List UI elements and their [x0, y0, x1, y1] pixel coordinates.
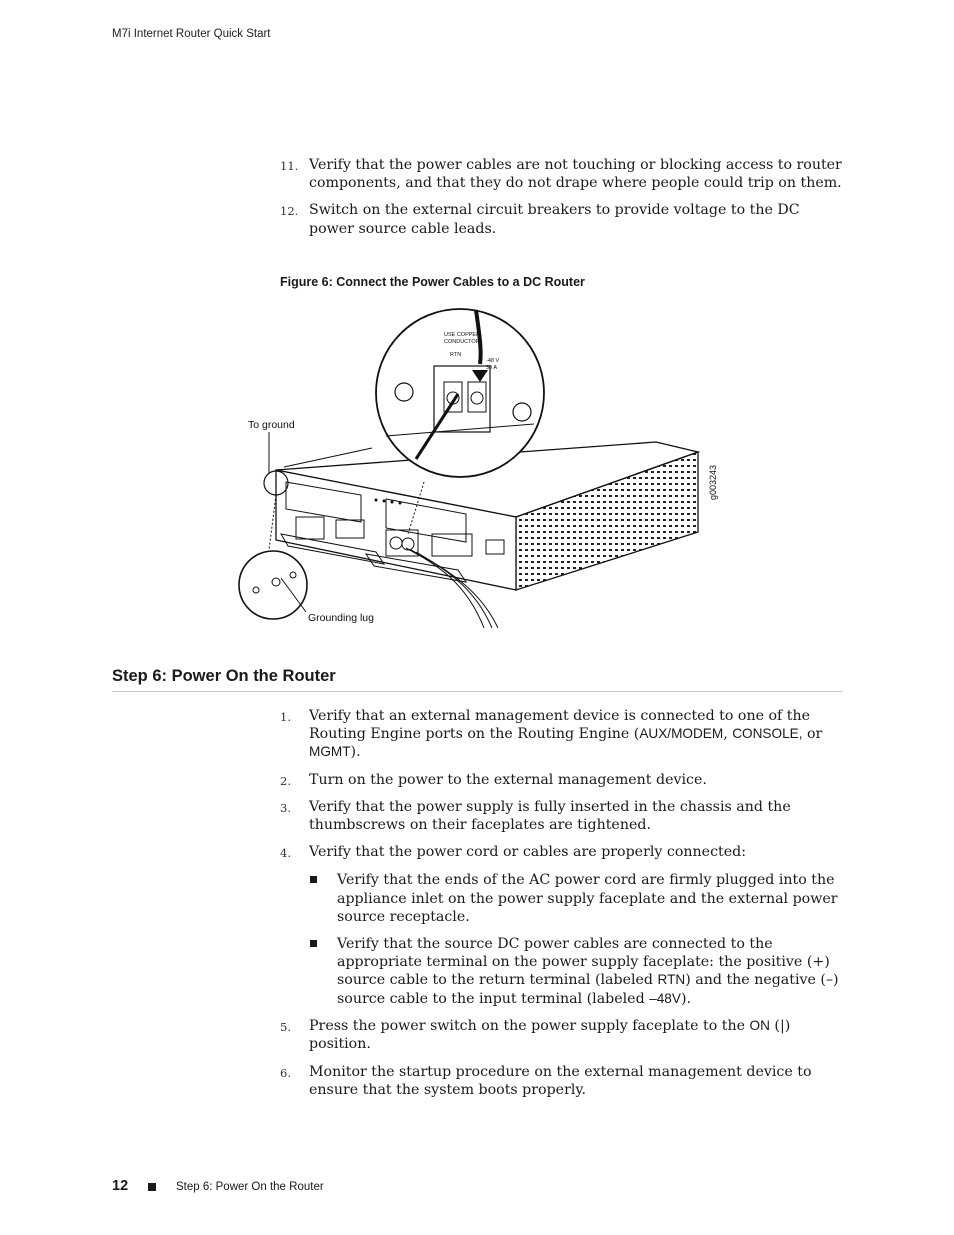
port-label-mgmt: MGMT [309, 744, 351, 760]
step-text: , [723, 726, 733, 743]
bullet-item [309, 871, 844, 926]
list-item [280, 156, 844, 192]
footer-square-icon [148, 1183, 156, 1191]
step-text: Switch on the external circuit breakers to provide voltage to the DC power source cable leads. [309, 202, 800, 237]
step-number: 12. [280, 204, 299, 219]
figure-id-label: g003243 [708, 464, 718, 500]
port-label-aux: AUX/MODEM [639, 726, 724, 742]
power-on-step-list [280, 707, 844, 1100]
step-number: 11. [280, 159, 299, 173]
48v-label: -48 V [486, 358, 500, 364]
bullet-square-icon [310, 940, 317, 947]
step-text: (|) position. [309, 1017, 791, 1053]
section-title: Step 6: Power On the Router [112, 667, 336, 685]
list-item [280, 1063, 844, 1099]
to-ground-label: To ground [248, 419, 295, 431]
step-number: 5. [280, 1019, 291, 1034]
list-item [280, 1017, 844, 1053]
step-text: Verify that the power cord or cables are properly connected: [309, 844, 746, 861]
step-number: 4. [280, 846, 291, 861]
section-divider [112, 691, 842, 692]
step-text: Press the power switch on the power supply faceplate to the [309, 1017, 750, 1034]
step-list-continued [280, 156, 844, 238]
step-number: 3. [280, 800, 291, 815]
footer-section-title: Step 6: Power On the Router [176, 1181, 324, 1193]
step-number: 2. [280, 773, 291, 788]
48v-terminal-label: –48V [649, 990, 681, 1006]
list-item [280, 843, 844, 861]
bullet-text: Verify that the source DC power cables are connected to the appropriate terminal on the power supply faceplate: the positive (+) source cable to the return terminal (labeled [337, 936, 830, 989]
bullet-text: ) and the negative (–) source cable to the input terminal (labeled [337, 972, 839, 1007]
list-item [280, 798, 844, 834]
list-item [280, 201, 844, 237]
step-number: 6. [280, 1066, 291, 1081]
step-text: ). [350, 744, 361, 761]
bullet-text: ). [680, 990, 691, 1007]
running-header: M7i Internet Router Quick Start [112, 28, 271, 40]
grounding-lug-label: Grounding lug [308, 612, 374, 624]
rtn-label: RTN [450, 352, 462, 358]
list-item [280, 707, 844, 762]
bullet-square-icon [310, 876, 317, 883]
dc-router-power-figure [236, 302, 716, 632]
rtn-terminal-label: RTN [657, 972, 686, 988]
bullet-text: Verify that the ends of the AC power cord are firmly plugged into the appliance inlet on the power supply faceplate and the external power source receptacle. [337, 872, 838, 925]
connection-bullet-list [309, 871, 844, 1007]
step-text: Verify that an external management device is connected to one of the Routing Engine ports on the Routing Engine ( [309, 708, 811, 743]
30a-label: 30 A [486, 365, 498, 371]
step-text: Verify that the power supply is fully inserted in the chassis and the thumbscrews on their faceplates are tightened. [309, 798, 791, 834]
step-text: or [802, 726, 823, 743]
conductor-label: CONDUCTOR [444, 339, 480, 345]
bullet-item [309, 935, 844, 1008]
port-label-console: CONSOLE, [732, 726, 803, 742]
on-position-label: ON [749, 1017, 770, 1033]
step-number: 1. [280, 710, 291, 724]
use-copper-label: USE COPPER [444, 332, 481, 338]
figure-caption: Figure 6: Connect the Power Cables to a DC Router [280, 275, 585, 289]
step-text: Verify that the power cables are not touching or blocking access to router components, and that they do not drape where people could trip on them. [309, 157, 842, 192]
list-item [280, 771, 844, 789]
page-number: 12 [112, 1178, 129, 1194]
step-text: Turn on the power to the external management device. [309, 771, 707, 788]
step-text: Monitor the startup procedure on the external management device to ensure that the system boots properly. [309, 1064, 812, 1099]
